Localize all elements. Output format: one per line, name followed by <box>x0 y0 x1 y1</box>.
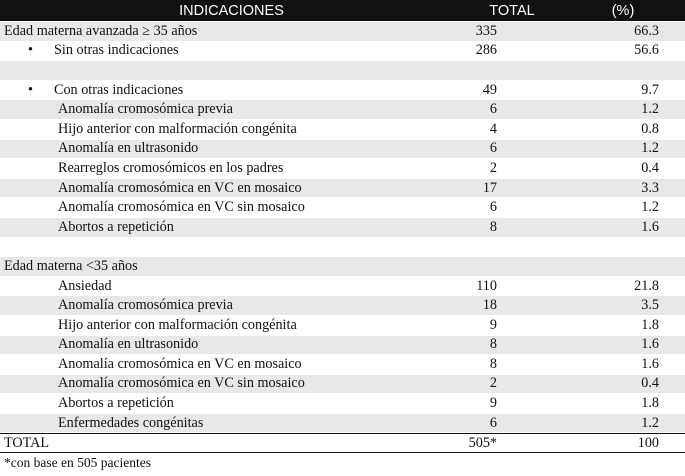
row-percent: 1.6 <box>641 218 659 235</box>
row-total: 49 <box>482 81 497 98</box>
table-row <box>0 22 685 42</box>
table-row <box>0 394 685 414</box>
table-row <box>0 100 685 120</box>
table-row <box>0 277 685 297</box>
row-total: 2 <box>489 375 497 392</box>
row-total: 6 <box>489 140 497 157</box>
table-row <box>0 218 685 238</box>
row-label: Anomalía cromosómica en VC en mosaico <box>58 355 302 372</box>
total-row <box>0 433 685 453</box>
table-row <box>0 355 685 375</box>
table-row <box>0 42 685 62</box>
header-indicaciones: INDICACIONES <box>179 2 284 19</box>
row-percent: 0.4 <box>641 375 659 392</box>
row-total: 9 <box>489 395 497 412</box>
row-label: Hijo anterior con malformación congénita <box>58 316 297 333</box>
row-label: Abortos a repetición <box>58 218 174 235</box>
table-header <box>0 0 685 22</box>
row-label: Sin otras indicaciones <box>54 42 179 59</box>
row-total: 4 <box>489 120 497 137</box>
row-percent: 1.2 <box>641 101 659 118</box>
row-total: 6 <box>489 199 497 216</box>
row-label-wrap <box>0 42 463 59</box>
row-label: Enfermedades congénitas <box>58 414 204 431</box>
total-label: TOTAL <box>4 434 50 451</box>
row-total: 17 <box>482 179 497 196</box>
row-percent: 9.7 <box>641 81 659 98</box>
table-row <box>0 179 685 199</box>
row-total: 335 <box>475 22 497 39</box>
table-row <box>0 81 685 101</box>
row-percent: 3.5 <box>641 297 659 314</box>
footnote: *con base en 505 pacientes <box>4 455 151 471</box>
row-total: 8 <box>489 355 497 372</box>
row-label: Rearreglos cromosómicos en los padres <box>58 159 284 176</box>
table-row <box>0 316 685 336</box>
row-total: 6 <box>489 101 497 118</box>
table-row <box>0 375 685 395</box>
header-total: TOTAL <box>489 2 535 19</box>
row-label: Anomalía en ultrasonido <box>58 140 199 157</box>
total-percent: 100 <box>637 434 659 451</box>
row-total: 9 <box>489 316 497 333</box>
row-label: Anomalía cromosómica en VC sin mosaico <box>58 375 305 392</box>
spacer-row <box>0 61 685 81</box>
row-percent: 1.8 <box>641 316 659 333</box>
table-row <box>0 296 685 316</box>
row-total: 286 <box>475 42 497 59</box>
row-percent: 0.4 <box>641 159 659 176</box>
row-percent: 3.3 <box>641 179 659 196</box>
row-label: Abortos a repetición <box>58 395 174 412</box>
row-percent: 1.6 <box>641 355 659 372</box>
header-percent: (%) <box>611 2 635 19</box>
row-label-wrap <box>0 82 463 99</box>
spacer-row <box>0 238 685 258</box>
table-row <box>0 120 685 140</box>
row-total: 8 <box>489 336 497 353</box>
row-percent: 1.6 <box>641 336 659 353</box>
row-total: 8 <box>489 218 497 235</box>
row-label: Con otras indicaciones <box>54 81 184 98</box>
row-percent: 66.3 <box>634 22 659 39</box>
row-percent: 1.2 <box>641 199 659 216</box>
bullet: • <box>28 42 33 59</box>
row-percent: 1.8 <box>641 395 659 412</box>
row-percent: 0.8 <box>641 120 659 137</box>
row-total: 2 <box>489 159 497 176</box>
row-label: Hijo anterior con malformación congénita <box>58 120 297 137</box>
row-label: Edad materna <35 años <box>4 257 138 274</box>
row-percent: 1.2 <box>641 414 659 431</box>
section-row <box>0 257 685 277</box>
table-row <box>0 159 685 179</box>
total-value: 505* <box>468 434 497 451</box>
row-total: 110 <box>476 277 497 294</box>
row-total: 18 <box>482 297 497 314</box>
table-row <box>0 140 685 160</box>
row-label: Anomalía cromosómica previa <box>58 101 233 118</box>
row-label: Edad materna avanzada ≥ 35 años <box>4 22 198 39</box>
bullet: • <box>28 81 33 98</box>
row-percent: 56.6 <box>634 42 659 59</box>
table-row <box>0 198 685 218</box>
row-percent: 1.2 <box>641 140 659 157</box>
row-label: Anomalía cromosómica en VC sin mosaico <box>58 199 305 216</box>
row-total: 6 <box>489 414 497 431</box>
row-label: Anomalía cromosómica previa <box>58 297 233 314</box>
row-label: Anomalía en ultrasonido <box>58 336 199 353</box>
row-percent: 21.8 <box>634 277 659 294</box>
table-row <box>0 336 685 356</box>
table-row <box>0 414 685 434</box>
row-label: Ansiedad <box>58 277 112 294</box>
row-label: Anomalía cromosómica en VC en mosaico <box>58 179 302 196</box>
